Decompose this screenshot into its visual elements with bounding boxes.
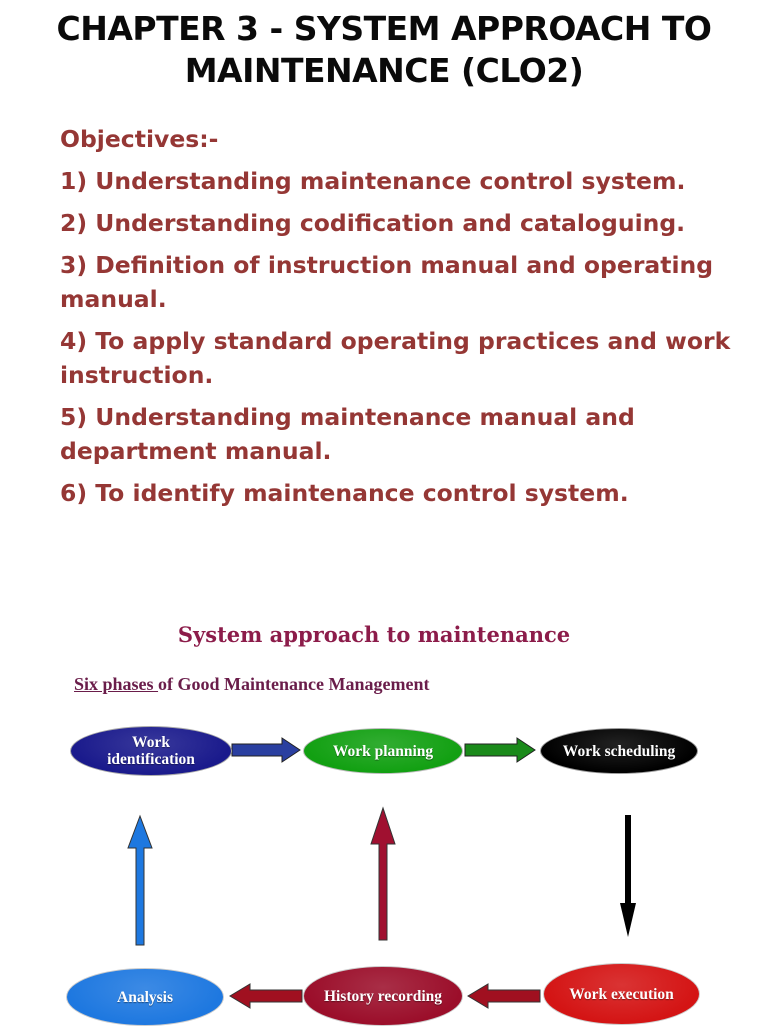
node-history-recording-label: History recording (323, 987, 443, 1005)
node-work-identification (70, 726, 232, 776)
diagram-subtitle-underlined: Six phases (74, 674, 159, 694)
arrow-to-work-planning (232, 738, 300, 762)
objectives-heading: Objectives:- (60, 125, 219, 153)
objective-item: 3) Definition of instruction manual and operating manual. (60, 251, 714, 313)
maintenance-phases-diagram (0, 600, 768, 1024)
node-work-scheduling (540, 728, 698, 774)
arrow-to-work-execution-shaft (625, 815, 631, 905)
arrow-to-work-scheduling (465, 738, 535, 762)
node-work-scheduling-label: Work scheduling (562, 742, 676, 760)
objective-item: 4) To apply standard operating practices and work instruction. (60, 327, 731, 389)
phase-arrows (0, 600, 768, 1024)
objectives-list (60, 122, 740, 518)
objective-item: 2) Understanding codification and cataloguing. (60, 209, 686, 237)
title-line-2: MAINTENANCE (CLO2) (184, 51, 584, 90)
arrow-analysis-up (128, 816, 152, 945)
arrow-to-history-recording (468, 984, 540, 1008)
node-analysis (66, 968, 224, 1026)
node-work-identification-line2: identification (107, 751, 195, 768)
arrow-history-up (371, 808, 395, 940)
node-work-planning (303, 728, 463, 774)
objective-item: 5) Understanding maintenance manual and department manual. (60, 403, 635, 465)
objective-item: 1) Understanding maintenance control system. (60, 167, 686, 195)
node-work-identification-line1: Work (132, 734, 170, 751)
arrow-to-analysis (230, 984, 302, 1008)
objective-item: 6) To identify maintenance control system. (60, 479, 629, 507)
node-history-recording (303, 966, 463, 1026)
page-title (0, 8, 768, 92)
diagram-title: System approach to maintenance (177, 622, 571, 647)
node-work-execution-label: Work execution (569, 985, 674, 1003)
arrow-to-work-execution-head (620, 903, 636, 937)
node-analysis-label: Analysis (117, 988, 173, 1006)
diagram-subtitle-rest: of Good Maintenance Management (158, 674, 430, 694)
node-work-execution (543, 963, 700, 1025)
title-line-1: CHAPTER 3 - SYSTEM APPROACH TO (56, 9, 712, 48)
node-work-planning-label: Work planning (332, 742, 434, 760)
